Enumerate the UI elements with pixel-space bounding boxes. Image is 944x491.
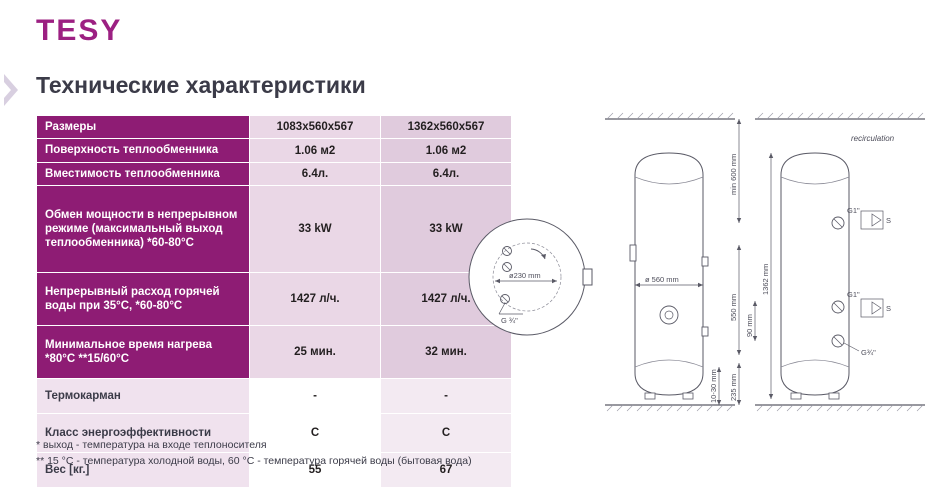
row-value-col2: 33 kW <box>381 186 512 273</box>
row-value-col2: 1.06 м2 <box>381 139 512 162</box>
top-view-diameter-label: ø230 mm <box>509 271 541 280</box>
row-label: Размеры <box>37 116 250 139</box>
row-label: Непрерывный расход горячей воды при 35°С, *60-80°С <box>37 273 250 326</box>
dim-550-label: 550 mm <box>729 293 738 321</box>
table-row <box>37 139 512 162</box>
row-value-col2: 1427 л/ч. <box>381 273 512 326</box>
table-row <box>37 273 512 326</box>
dim-10-30-label: 10-30 mm <box>709 369 718 403</box>
row-value-col1: 1427 л/ч. <box>250 273 381 326</box>
row-value-col2: 67 <box>381 453 512 488</box>
flow-marker-top: S <box>886 216 892 225</box>
port-top-label: G1" <box>847 206 860 215</box>
technical-drawings <box>455 105 944 435</box>
row-label: Класс энергоэффективности <box>37 414 250 453</box>
table-row <box>37 162 512 185</box>
row-value-col2: - <box>381 379 512 414</box>
flow-marker-mid: S <box>886 304 892 313</box>
row-value-col1: - <box>250 379 381 414</box>
top-view-port-label: G ¾" <box>501 316 518 325</box>
row-label: Вес [кг.] <box>37 453 250 488</box>
row-label: Обмен мощности в непрерывном режиме (максимальный выход теплообменника) *60-80°С <box>37 186 250 273</box>
row-value-col1: 25 мин. <box>250 326 381 379</box>
table-row <box>37 326 512 379</box>
side-view-left-diameter-label: ø 560 mm <box>645 275 679 284</box>
table-row <box>37 379 512 414</box>
row-value-col1: 1.06 м2 <box>250 139 381 162</box>
row-value-col1: 6.4л. <box>250 162 381 185</box>
table-row <box>37 116 512 139</box>
total-height-label: 1362 mm <box>761 263 770 295</box>
dim-235-label: 235 mm <box>729 373 738 401</box>
brand-logo: TESY <box>36 14 123 47</box>
min600-label: min 600 mm <box>729 153 738 195</box>
table-row <box>37 186 512 273</box>
drawing-side-view-left <box>605 113 735 411</box>
port-mid-label: G1" <box>847 290 860 299</box>
row-value-col2: 1362x560x567 <box>381 116 512 139</box>
page-title: Технические характеристики <box>36 72 366 98</box>
drawing-top-view <box>469 219 592 335</box>
row-label: Вместимость теплообменника <box>37 162 250 185</box>
footnote-1: * выход - температура на входе теплоносителя <box>36 439 267 451</box>
chevron-right-icon <box>2 72 26 108</box>
row-value-col1: 1083x560x567 <box>250 116 381 139</box>
row-label: Минимальное время нагрева *80°С **15/60°С <box>37 326 250 379</box>
spec-table-wrapper <box>36 115 485 488</box>
row-value-col1: 55 <box>250 453 381 488</box>
drawing-side-view-right <box>709 113 925 411</box>
row-value-col2: 32 мин. <box>381 326 512 379</box>
row-value-col2: С <box>381 414 512 453</box>
footnotes <box>36 438 472 470</box>
port-bottom-label: G¾" <box>861 348 876 357</box>
dim-90-label: 90 mm <box>745 314 754 337</box>
recirculation-label: recirculation <box>851 134 895 143</box>
row-value-col2: 6.4л. <box>381 162 512 185</box>
row-label: Поверхность теплообменника <box>37 139 250 162</box>
row-label: Термокарман <box>37 379 250 414</box>
row-value-col1: С <box>250 414 381 453</box>
spec-table <box>36 115 512 488</box>
footnote-2: ** 15 °С - температура холодной воды, 60 °С - температура горячей воды (бытовая вода) <box>36 454 472 467</box>
row-value-col1: 33 kW <box>250 186 381 273</box>
